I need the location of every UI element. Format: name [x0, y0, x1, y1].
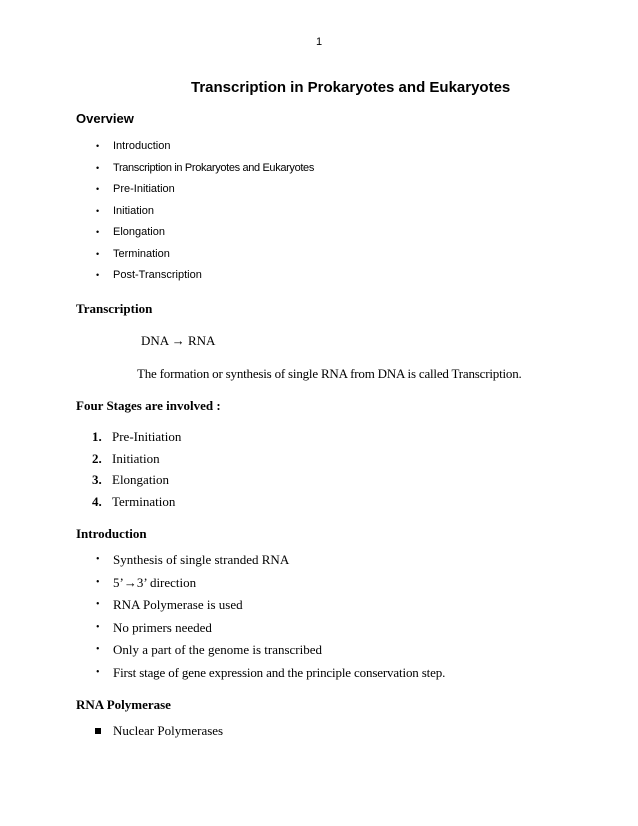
overview-list [96, 139, 314, 290]
list-item [96, 552, 445, 576]
bullet-icon: • [96, 162, 100, 173]
list-item [96, 182, 314, 204]
transcription-definition: The formation or synthesis of single RNA from DNA is called Transcription. [137, 366, 522, 381]
list-item-label: Introduction [113, 140, 171, 152]
bullet-icon: • [96, 184, 100, 194]
stages-list [92, 429, 182, 516]
bullet-icon: • [96, 599, 100, 611]
overview-heading: Overview [76, 111, 134, 126]
bullet-icon: • [96, 227, 100, 237]
list-item-label: Elongation [113, 226, 165, 238]
list-item [96, 161, 314, 183]
bullet-icon: • [96, 205, 100, 216]
list-item-label: No primers needed [113, 619, 212, 635]
list-item [96, 597, 445, 621]
bullet-icon: • [96, 666, 100, 678]
bullet-icon: • [96, 248, 100, 259]
page-number: 1 [315, 36, 323, 48]
list-item-label: Synthesis of single stranded RNA [113, 552, 290, 567]
list-item-label: Initiation [113, 204, 154, 217]
list-item-label: Termination [113, 247, 170, 260]
introduction-heading: Introduction [76, 526, 147, 541]
list-item [92, 429, 182, 452]
document-title: Transcription in Prokaryotes and Eukaryotes [191, 79, 511, 96]
bullet-icon: • [96, 576, 100, 588]
list-item [96, 642, 445, 666]
bullet-icon: • [96, 644, 100, 656]
introduction-list [96, 552, 446, 689]
stage-label: Termination [112, 493, 176, 509]
list-item-label: 5’→3’ direction [113, 574, 197, 590]
stages-heading: Four Stages are involved : [76, 398, 221, 413]
list-item [96, 619, 445, 644]
list-item [96, 204, 314, 226]
list-item-label: First stage of gene expression and the principle conservation step. [113, 664, 446, 680]
list-item [92, 450, 181, 474]
list-item [96, 225, 314, 247]
list-item [92, 493, 181, 517]
list-item-label: Transcription in Prokaryotes and Eukaryotes [113, 161, 314, 174]
list-item [92, 472, 181, 495]
list-item-label: RNA Polymerase is used [113, 597, 243, 613]
stage-number: 4. [92, 493, 102, 509]
list-item [96, 247, 314, 269]
square-bullet-icon [95, 728, 101, 734]
bullet-icon: • [96, 621, 100, 633]
list-item [113, 724, 223, 738]
list-item-label: Only a part of the genome is transcribed [113, 642, 323, 658]
bullet-icon: • [96, 270, 100, 280]
stage-number: 2. [92, 450, 102, 466]
rna-polymerase-list [113, 724, 223, 738]
stage-label: Initiation [112, 450, 160, 466]
list-item-label: Pre-Initiation [113, 183, 175, 195]
stage-label: Elongation [112, 472, 170, 487]
list-item [96, 664, 446, 689]
list-item [96, 139, 314, 161]
bullet-icon: • [96, 554, 100, 565]
rna-polymerase-heading: RNA Polymerase [76, 697, 171, 712]
list-item [96, 574, 445, 599]
transcription-equation: DNA → RNA [141, 333, 216, 348]
list-item-label: Post-Transcription [113, 269, 202, 281]
list-item [96, 268, 314, 290]
stage-number: 3. [92, 472, 102, 487]
list-item-label: Nuclear Polymerases [113, 723, 224, 738]
bullet-icon: • [96, 141, 100, 151]
stage-label: Pre-Initiation [112, 429, 182, 444]
stage-number: 1. [92, 429, 102, 444]
transcription-heading: Transcription [76, 301, 153, 316]
